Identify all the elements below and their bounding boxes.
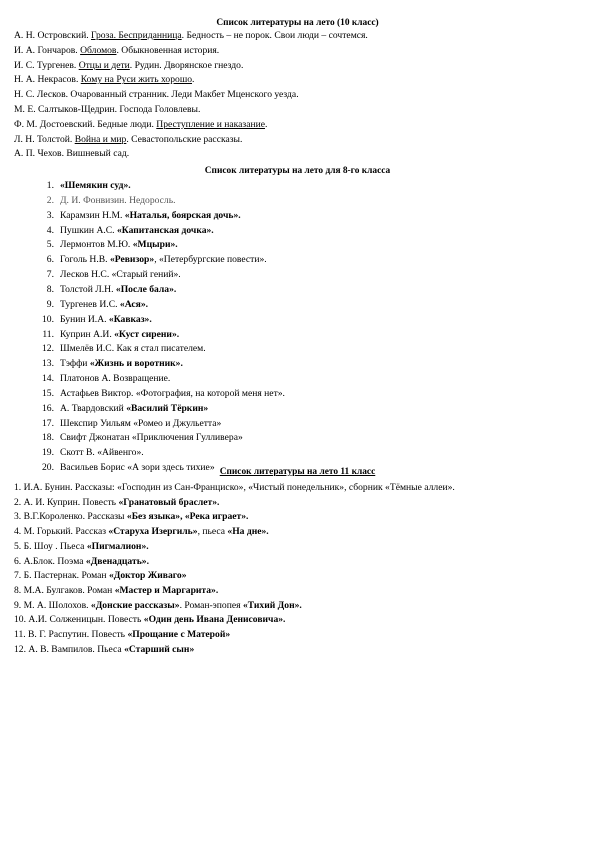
text-segment: Толстой Л.Н. (60, 283, 116, 295)
text-segment: 3. В.Г.Короленко. Рассказы (14, 511, 127, 523)
text-segment: «Шемякин суд». (60, 180, 131, 191)
list-item (30, 239, 178, 251)
text-segment: 8. М.А. Булгаков. Роман (14, 584, 115, 596)
list-item (14, 526, 269, 538)
text-segment: А. Н. Островский. (14, 30, 91, 41)
list-number: 16. (42, 402, 54, 414)
list-item (14, 30, 368, 42)
text-segment: И. А. Гончаров. (14, 44, 81, 56)
list-number: 17. (42, 417, 54, 429)
text-segment: «Пигмалион». (86, 540, 149, 552)
text-segment: 10. А.И. Солженицын. Повесть (14, 614, 144, 626)
text-segment: «Донские рассказы» (90, 599, 180, 611)
heading-grade-11-text: Список литературы на лето 11 класс (219, 467, 376, 477)
text-segment: «На дне». (227, 526, 269, 538)
text-segment: Кому на Руси жить хорошо (80, 74, 193, 86)
text-segment: Пушкин А.С. (60, 224, 117, 236)
text-segment: Тургенев И.С. (60, 298, 120, 310)
list-number: 18. (42, 432, 54, 444)
list-item (30, 195, 176, 207)
list-item (14, 556, 149, 568)
text-segment: 1. И.А. Бунин. Рассказы: «Господин из Сан-Франциско», «Чистый понедельник», сборник «Тёмные аллеи». (14, 482, 455, 493)
list-number: 12. (42, 343, 54, 355)
list-item (30, 269, 181, 281)
text-segment: . Роман-эпопея (179, 599, 243, 611)
list-item (30, 225, 214, 237)
list-number: 10. (42, 313, 54, 325)
list-item (30, 418, 221, 430)
text-segment: А. П. Чехов. Вишневый сад. (14, 148, 130, 160)
text-segment: Шекспир Уильям «Ромео и Джульетта» (60, 417, 222, 429)
text-segment: 11. В. Г. Распутин. Повесть (14, 629, 128, 640)
text-segment: Н. С. Лесков. Очарованный странник. Леди Макбет Мценского уезда. (14, 89, 299, 101)
text-segment: «Мцыри». (132, 239, 178, 251)
list-item (14, 585, 218, 597)
list-number: 4. (46, 224, 54, 236)
text-segment: «Тихий Дон». (242, 599, 302, 611)
list-item (14, 74, 194, 86)
heading-grade-8: Список литературы на лето для 8-го класса (204, 166, 391, 176)
heading-grade-11 (0, 466, 595, 478)
list-item (30, 403, 208, 415)
list-item (30, 373, 170, 385)
list-item (30, 432, 243, 444)
list-item (30, 388, 285, 400)
text-segment: Бунин И.А. (60, 313, 109, 325)
list-item (14, 134, 242, 146)
text-segment: . Рудин. Дворянское гнездо. (129, 59, 244, 71)
list-item (14, 45, 219, 57)
text-segment: Ф. М. Достоевский. Бедные люди. (14, 118, 157, 130)
list-item (30, 358, 183, 370)
list-number: 13. (42, 358, 54, 370)
list-number: 1. (46, 180, 54, 191)
text-segment: «Кавказ». (108, 313, 152, 325)
heading-grade-10: Список литературы на лето (10 класс) (216, 18, 379, 28)
list-number: 19. (42, 447, 54, 459)
list-item (30, 254, 267, 266)
text-segment: Отцы и дети (78, 59, 130, 71)
list-number: 6. (46, 254, 54, 266)
list-number: 9. (46, 298, 54, 310)
text-segment: «Двенадцать». (85, 555, 149, 567)
text-segment: Скотт В. «Айвенго». (60, 447, 144, 459)
text-segment: . Обыкновенная история. (116, 44, 220, 56)
text-segment: Свифт Джонатан «Приключения Гулливера» (60, 432, 243, 444)
text-segment: «Прощание с Матерой» (127, 629, 231, 640)
list-number: 11. (42, 328, 54, 340)
list-item (30, 180, 131, 192)
text-segment: «Один день Ивана Денисовича». (143, 614, 286, 626)
text-segment: «Капитанская дочка». (116, 224, 214, 236)
list-number: 5. (46, 239, 54, 251)
list-item (14, 570, 187, 582)
text-segment: Астафьев Виктор. «Фотография, на которой меня нет». (60, 387, 285, 399)
list-item (30, 314, 152, 326)
list-item (30, 210, 241, 222)
text-segment: 2. А. И. Куприн. Повесть (14, 496, 119, 508)
text-segment: . Бедность – не порок. Свои люди – сочтемся. (181, 30, 368, 41)
list-item (14, 104, 200, 116)
list-item (14, 119, 267, 131)
text-segment: 7. Б. Пастернак. Роман (14, 570, 109, 582)
list-item (14, 614, 285, 626)
list-number: 3. (46, 209, 54, 221)
text-segment: Куприн А.И. (60, 328, 115, 340)
list-item (14, 511, 248, 523)
text-segment: Лермонтов М.Ю. (60, 239, 133, 251)
list-item (14, 148, 129, 160)
list-item (14, 600, 302, 612)
text-segment: «Старший сын» (124, 643, 195, 655)
list-item (14, 541, 149, 553)
text-segment: «Жизнь и воротник». (89, 358, 183, 370)
text-segment: . (265, 118, 268, 130)
text-segment: «Доктор Живаго» (108, 570, 187, 582)
text-segment: , пьеса (197, 526, 228, 538)
list-item (30, 329, 179, 341)
list-item (14, 629, 230, 641)
text-segment: Обломов (80, 44, 117, 56)
text-segment: Шмелёв И.С. Как я стал писателем. (60, 343, 206, 355)
text-segment: Лесков Н.С. «Старый гений». (60, 269, 181, 281)
list-item (30, 343, 206, 355)
text-segment: Гроза. Бесприданница (91, 30, 182, 41)
text-segment: 9. М. А. Шолохов. (14, 599, 91, 611)
text-segment: . Севастопольские рассказы. (126, 133, 243, 145)
text-segment: Л. Н. Толстой. (14, 133, 75, 145)
list-item (30, 299, 148, 311)
text-segment: «Без языка», «Река играет». (126, 511, 249, 523)
text-segment: «Василий Тёркин» (126, 402, 209, 414)
list-number: 7. (46, 269, 54, 281)
list-number: 15. (42, 387, 54, 399)
text-segment: М. Е. Салтыков-Щедрин. Господа Головлевы. (14, 104, 201, 115)
text-segment: , «Петербургские повести». (154, 254, 267, 266)
text-segment: Тэффи (60, 358, 90, 370)
text-segment: Преступление и наказание (156, 118, 266, 130)
text-segment: «Наталья, боярская дочь». (124, 209, 241, 221)
text-segment: «Куст сирени». (114, 328, 180, 340)
text-segment: 12. А. В. Вампилов. Пьеса (14, 643, 125, 655)
list-number: 8. (46, 283, 54, 295)
list-item (14, 497, 219, 509)
text-segment: Д. И. Фонвизин. Недоросль. (60, 194, 176, 206)
list-item (30, 447, 144, 459)
text-segment: И. С. Тургенев. (14, 59, 79, 71)
text-segment: «Гранатовый браслет». (118, 496, 220, 508)
list-item (30, 284, 176, 296)
list-item (14, 482, 455, 494)
text-segment: А. Твардовский (60, 402, 127, 414)
text-segment: Н. А. Некрасов. (14, 74, 81, 86)
text-segment: 4. М. Горький. Рассказ (14, 526, 109, 538)
list-number: 14. (42, 373, 54, 385)
text-segment: 6. А.Блок. Поэма (14, 555, 86, 567)
text-segment: Васильев Борис «А зори здесь тихие» (60, 462, 215, 474)
text-segment: «Мастер и Маргарита». (114, 584, 219, 596)
text-segment: «Ревизор» (109, 254, 155, 266)
list-item (14, 644, 194, 656)
list-item (14, 89, 299, 101)
text-segment: «Старуха Изергиль» (108, 526, 198, 538)
text-segment: Платонов А. Возвращение. (60, 373, 171, 385)
list-number: 2. (46, 194, 54, 206)
text-segment: Гоголь Н.В. (60, 254, 110, 266)
list-item (14, 60, 243, 72)
list-number: 20. (42, 462, 54, 474)
text-segment: 5. Б. Шоу . Пьеса (14, 540, 87, 552)
text-segment: Карамзин Н.М. (60, 209, 125, 221)
text-segment: Война и мир (74, 133, 127, 145)
text-segment: . (192, 74, 195, 86)
text-segment: «Ася». (119, 298, 149, 310)
text-segment: «После бала». (115, 283, 177, 295)
